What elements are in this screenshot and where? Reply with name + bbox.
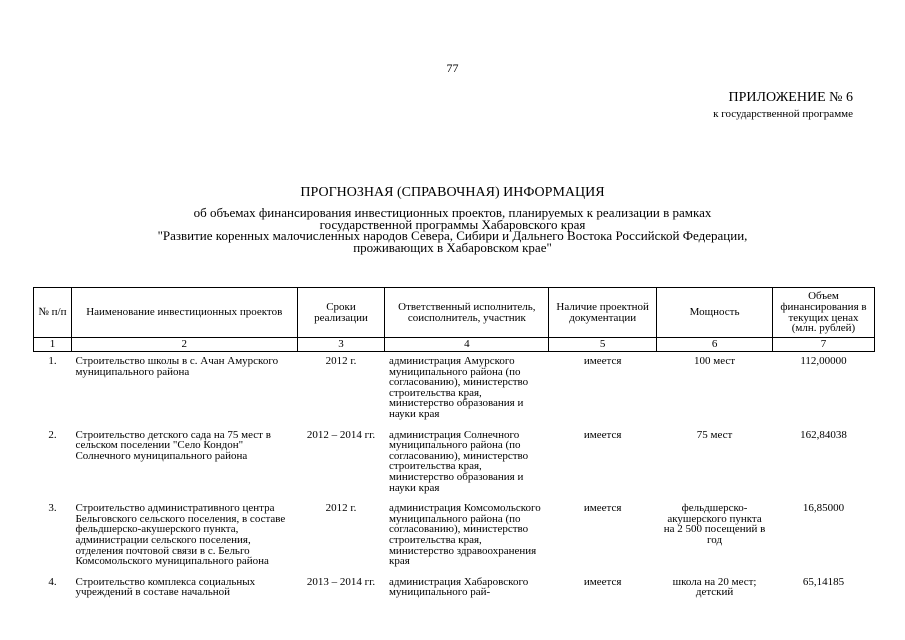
column-number: 6 <box>657 338 773 352</box>
column-number: 1 <box>34 338 72 352</box>
project-responsible: администрация Солнечного муниципального района (по согласованию), министерство строительства края, министерство образования и науки края <box>388 428 529 494</box>
document-title: ПРОГНОЗНАЯ (СПРАВОЧНАЯ) ИНФОРМАЦИЯ <box>300 185 605 200</box>
project-capacity: 75 мест <box>696 428 733 441</box>
row-number: 2. <box>48 428 57 441</box>
document-subtitle <box>0 207 905 253</box>
project-period: 2012 г. <box>325 502 357 515</box>
row-number: 3. <box>48 502 57 515</box>
table-row <box>34 499 875 573</box>
project-period: 2012 – 2014 гг. <box>306 428 376 441</box>
table-header-row <box>34 288 875 338</box>
header-period: Сроки реализации <box>297 288 385 338</box>
column-number: 7 <box>773 338 875 352</box>
table-row <box>34 573 875 604</box>
header-responsible: Ответственный исполнитель, соисполнитель, участник <box>385 288 549 338</box>
appendix-subtitle: к государственной программе <box>713 108 853 120</box>
project-documentation: имеется <box>583 502 622 515</box>
header-capacity: Мощность <box>657 288 773 338</box>
project-capacity: школа на 20 мест; детский <box>672 575 757 599</box>
project-capacity: 100 мест <box>694 355 736 367</box>
project-name: Строительство школы в с. Ачан Амурского муниципального района <box>75 355 279 378</box>
column-number-row <box>34 338 875 352</box>
row-number: 4. <box>48 575 57 588</box>
project-name: Строительство комплекса социальных учреждений в составе начальной <box>75 575 256 599</box>
project-volume: 162,84038 <box>800 428 847 441</box>
project-volume: 112,00000 <box>800 355 847 367</box>
investment-projects-table <box>33 287 875 604</box>
header-documentation: Наличие проектной документации <box>549 288 657 338</box>
header-name: Наименование инвестиционных проектов <box>71 288 297 338</box>
subtitle-line: "Развитие коренных малочисленных народов Севера, Сибири и Дальнего Востока Российской Федерации, <box>157 228 748 243</box>
column-number: 3 <box>297 338 385 352</box>
subtitle-line: проживающих в Хабаровском крае" <box>353 239 552 255</box>
column-number: 4 <box>385 338 549 352</box>
project-volume: 16,85000 <box>802 502 845 515</box>
project-responsible: администрация Комсомольского муниципального района (по согласованию), министерство строительства края, министерство здравоохранения края <box>388 502 541 568</box>
project-documentation: имеется <box>583 355 622 367</box>
page-number: 77 <box>446 61 459 75</box>
header-volume: Объем финансирования в текущих ценах (млн. рублей) <box>773 288 875 338</box>
appendix-title: ПРИЛОЖЕНИЕ № 6 <box>728 90 853 105</box>
column-number: 2 <box>71 338 297 352</box>
project-documentation: имеется <box>583 428 622 441</box>
project-period: 2012 г. <box>325 355 357 367</box>
project-period: 2013 – 2014 гг. <box>306 575 376 588</box>
project-name: Строительство детского сада на 75 мест в сельском поселении "Село Кондон" Солнечного муниципального района <box>75 428 271 462</box>
project-volume: 65,14185 <box>802 575 845 588</box>
subtitle-line: об объемах финансирования инвестиционных проектов, планируемых к реализации в рамках <box>193 205 712 220</box>
project-capacity: фельдшерско-акушерского пункта на 2 500 посещений в год <box>663 502 766 546</box>
project-responsible: администрация Хабаровского муниципального рай- <box>388 575 529 599</box>
row-number: 1. <box>48 355 57 367</box>
header-num: № п/п <box>34 288 72 338</box>
subtitle-line: государственной программы Хабаровского края <box>319 216 586 232</box>
project-documentation: имеется <box>583 575 622 588</box>
project-name: Строительство административного центра Бельговского сельского поселения, в составе фельдшерско-акушерского пункта, администрации сельского поселения, отделения почтовой связи в с. Бельго Комсомольского муниципального района <box>75 502 286 568</box>
table-row <box>34 426 875 500</box>
project-responsible: администрация Амурского муниципального района (по согласованию), министерство строительства края, министерство образования и науки края <box>388 355 529 420</box>
table-row <box>34 352 875 426</box>
column-number: 5 <box>549 338 657 352</box>
